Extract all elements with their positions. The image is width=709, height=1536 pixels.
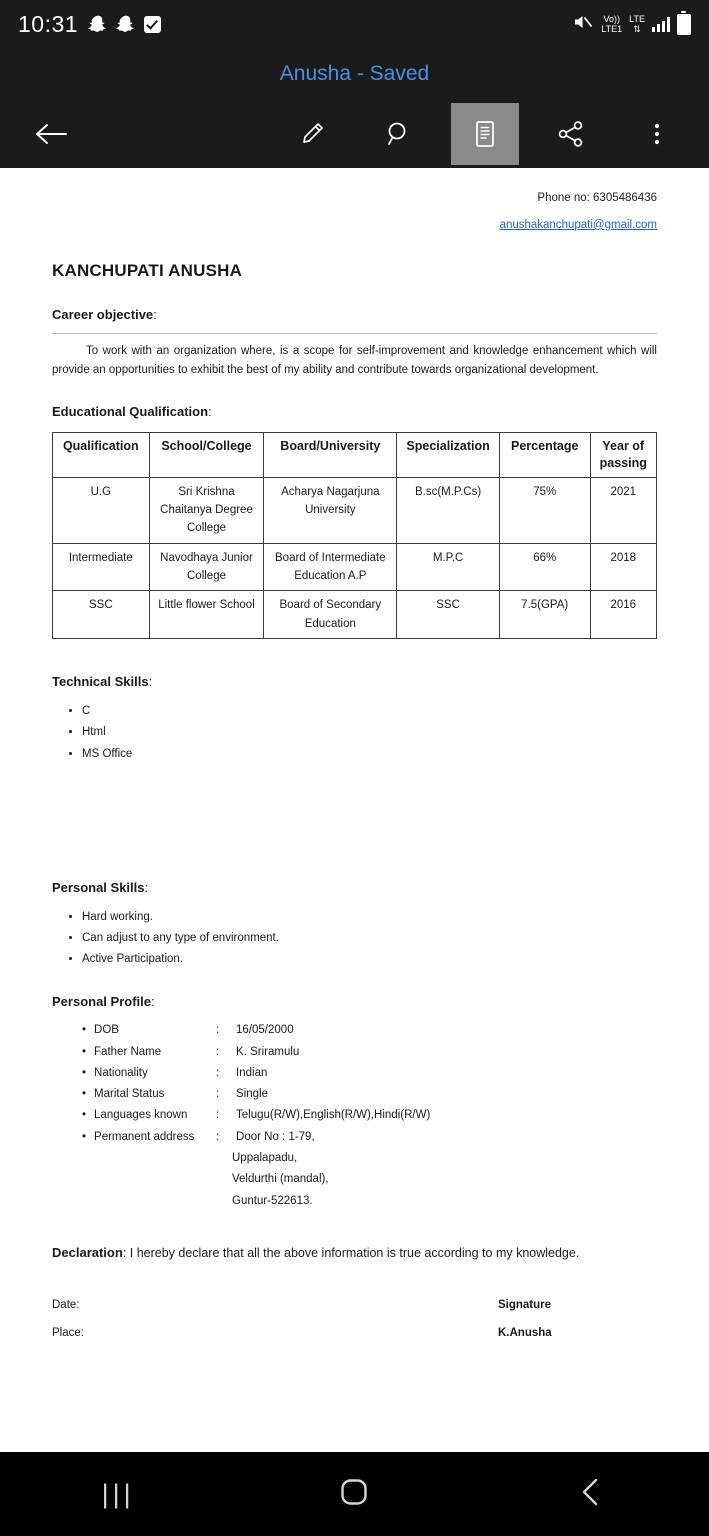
personal-skills-heading: Personal Skills: [52,879,149,895]
career-objective-heading: Career objective: [52,306,157,322]
cell: Intermediate [53,543,150,591]
status-clock: 10:31 [18,10,79,37]
status-bar [0,0,709,48]
home-icon [339,1477,369,1512]
profile-separator: : [216,1024,220,1037]
candidate-name: KANCHUPATI ANUSHA [52,261,243,281]
recents-button[interactable] [58,1452,178,1536]
snapchat-ghost-icon [88,14,108,34]
share-button[interactable] [537,103,605,165]
profile-separator: : [216,1130,220,1143]
th-year: Year of passing [590,432,656,477]
email-link[interactable]: anushakanchupati@gmail.com [499,218,657,231]
table-row [53,591,657,639]
list-item [82,1127,657,1148]
app-title-bar [0,48,709,100]
th-school: School/College [149,432,264,477]
profile-label: • Permanent address [94,1130,195,1143]
list-item: • Html [82,722,657,743]
address-line: Uppalapadu, [232,1151,298,1164]
search-button[interactable] [365,103,433,165]
list-item [82,1020,657,1041]
snapchat-ghost-icon [116,14,136,34]
cell: 2016 [590,591,656,639]
cell: B.sc(M.P.Cs) [397,477,500,543]
personal-profile-list [52,1020,657,1148]
signature-label: Signature [498,1298,552,1311]
cell: Board of Secondary Education [264,591,397,639]
cell: 75% [499,477,590,543]
home-button[interactable] [294,1452,414,1536]
profile-value: Indian [236,1066,268,1079]
place-row [52,1325,657,1342]
lte-label: LTE ⇅ [629,14,645,34]
technical-skills-heading: Technical Skills: [52,674,153,690]
cell: M.P.C [397,543,500,591]
back-nav-button[interactable] [531,1452,651,1536]
profile-value: K. Sriramulu [236,1045,300,1058]
date-row [52,1297,657,1314]
reading-view-button[interactable] [451,103,519,165]
cell: Sri Krishna Chaitanya Degree College [149,477,264,543]
list-item [82,1105,657,1126]
profile-value: Single [236,1088,268,1101]
profile-value: 16/05/2000 [236,1024,294,1037]
back-icon [578,1477,604,1512]
volte-lte-label: Vo)) LTE1 [601,14,623,34]
signature-block [52,1297,657,1342]
address-line: Guntur-522613. [232,1194,313,1207]
table-row [53,543,657,591]
cell: SSC [397,591,500,639]
education-heading: Educational Qualification: [52,403,212,419]
declaration-label: Declaration [52,1244,123,1260]
list-item: • Hard working. [82,907,657,928]
checkbox-icon [144,16,161,33]
table-row [53,477,657,543]
technical-skills-list [52,701,657,765]
profile-separator: : [216,1088,220,1101]
back-button[interactable] [18,103,86,165]
profile-label: • DOB [94,1024,119,1037]
document-body[interactable] [0,168,709,1452]
cell: 66% [499,543,590,591]
profile-label: • Nationality [94,1066,148,1079]
profile-label: • Languages known [94,1109,188,1122]
status-notification-icons [88,14,161,34]
section-gap [52,765,657,857]
date-label: Date: [52,1298,80,1311]
email-line[interactable] [52,217,657,234]
cell: Acharya Nagarjuna University [264,477,397,543]
profile-separator: : [216,1109,220,1122]
personal-profile-heading: Personal Profile: [52,993,155,1009]
list-item [82,1063,657,1084]
status-bar-left [18,11,161,38]
list-item: • C [82,701,657,722]
education-table [52,432,657,639]
recents-icon: ||| [101,1478,135,1509]
list-item [82,1042,657,1063]
edit-button[interactable] [279,103,347,165]
signal-bars-icon [652,16,670,32]
th-specialization: Specialization [397,432,500,477]
address-line: Veldurthi (mandal), [232,1173,329,1186]
th-percentage: Percentage [499,432,590,477]
app-toolbar [0,100,709,168]
page-title: Anusha - Saved [279,62,430,85]
declaration-text: : I hereby declare that all the above information is true according to my knowledge. [122,1245,580,1260]
cell: Navodhaya Junior College [149,543,264,591]
th-qualification: Qualification [53,432,150,477]
th-board: Board/University [264,432,397,477]
profile-label: • Father Name [94,1045,162,1058]
cell: 2018 [590,543,656,591]
declaration-line [52,1244,657,1263]
cell: 2021 [590,477,656,543]
career-objective-text: To work with an organization where, is a scope for self-improvement and knowledge enhancement which will provide an opportunities to exhibit the best of my ability and contribute towards organizational development. [52,333,657,381]
mute-icon [572,12,594,37]
profile-separator: : [216,1066,220,1079]
system-navigation-bar [0,1452,709,1536]
list-item [82,1084,657,1105]
cell: Board of Intermediate Education A.P [264,543,397,591]
place-label: Place: [52,1327,84,1340]
signature-name: K.Anusha [498,1327,552,1340]
profile-value: Telugu(R/W),English(R/W),Hindi(R/W) [236,1109,431,1122]
cell: Little flower School [149,591,264,639]
profile-label: • Marital Status [94,1088,165,1101]
list-item: • Active Participation. [82,949,657,970]
profile-value: Door No : 1-79, [236,1130,315,1143]
battery-icon [677,14,691,35]
cell: 7.5(GPA) [499,591,590,639]
more-options-button[interactable] [623,103,691,165]
list-item: • MS Office [82,744,657,765]
table-header-row [53,432,657,477]
cell: SSC [53,591,150,639]
profile-separator: : [216,1045,220,1058]
list-item: • Can adjust to any type of environment. [82,928,657,949]
status-bar-right [572,12,691,37]
cell: U.G [53,477,150,543]
personal-skills-list [52,907,657,971]
phone-line: Phone no: 6305486436 [537,192,657,204]
